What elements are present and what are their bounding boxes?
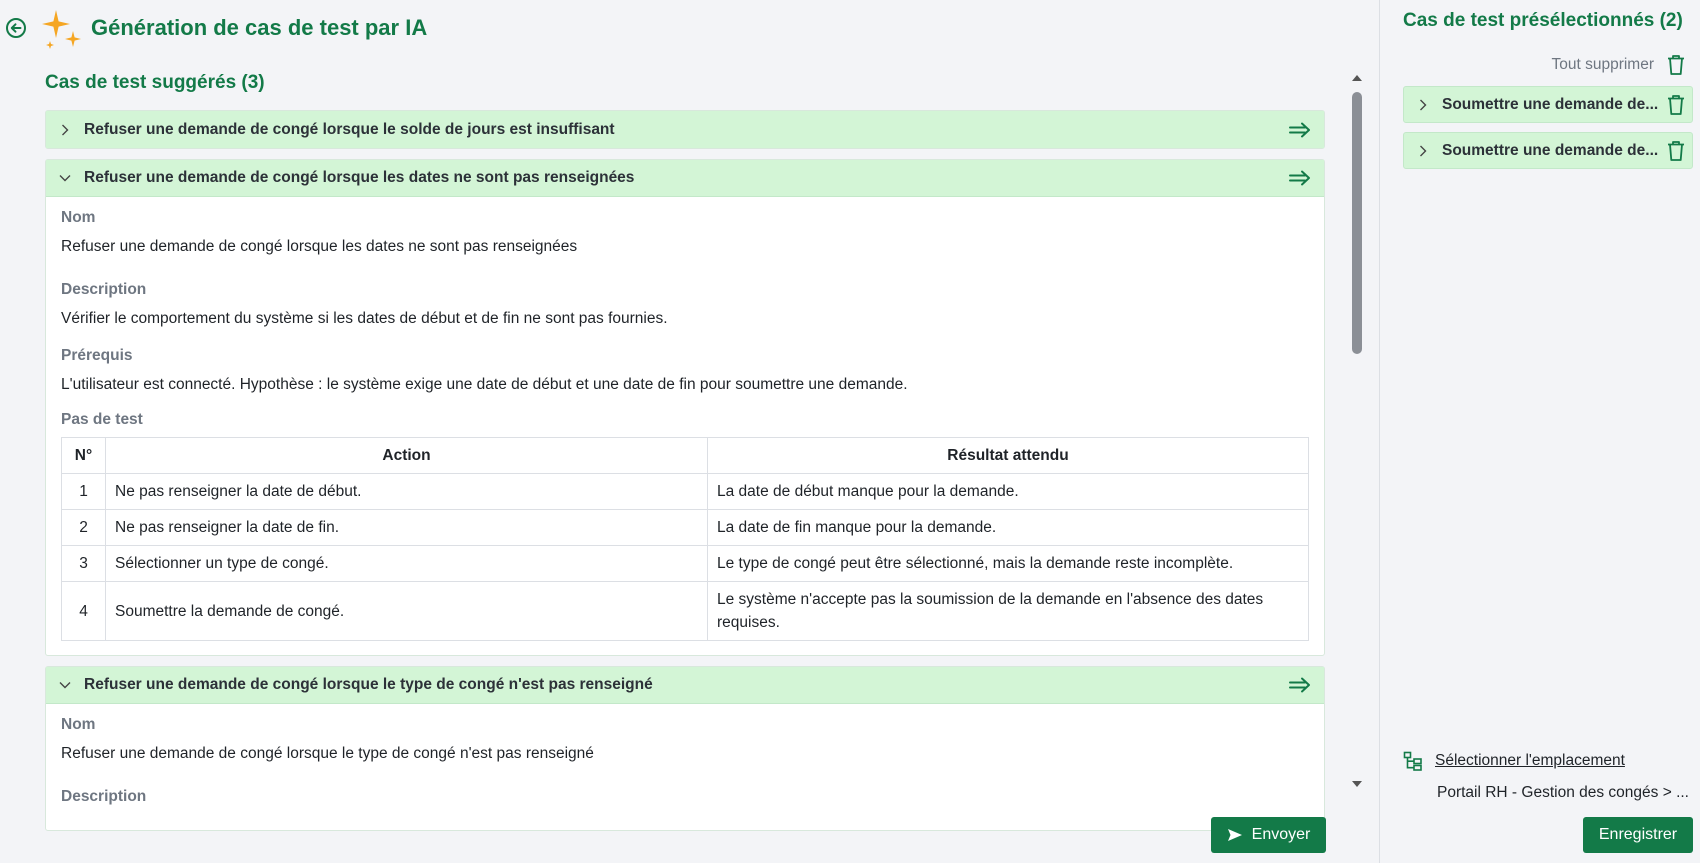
step-expected-result: La date de fin manque pour la demande. (708, 510, 1309, 546)
move-to-preselection-icon[interactable] (1288, 121, 1312, 139)
table-row (62, 546, 1309, 582)
suggested-section-title: Cas de test suggérés (3) (45, 72, 265, 93)
test-case-card-header[interactable] (46, 667, 1324, 704)
preselected-panel (1379, 0, 1700, 863)
send-button[interactable] (1211, 817, 1326, 853)
step-action: Sélectionner un type de congé. (106, 546, 708, 582)
test-case-card (45, 666, 1325, 831)
table-row (62, 582, 1309, 641)
test-case-card (45, 159, 1325, 656)
location-path: Portail RH - Gestion des congés > ... (1437, 784, 1689, 801)
chevron-down-icon[interactable] (58, 678, 72, 692)
back-arrow-icon[interactable] (5, 17, 27, 39)
test-case-details (46, 197, 1324, 655)
test-steps-label: Pas de test (61, 411, 143, 428)
step-action: Ne pas renseigner la date de début. (106, 474, 708, 510)
send-icon (1227, 828, 1243, 842)
preselected-item-title: Soumettre une demande de... (1442, 141, 1659, 159)
step-number: 2 (62, 510, 106, 546)
select-location-link[interactable]: Sélectionner l'emplacement (1435, 752, 1625, 769)
column-header-expected-result: Résultat attendu (708, 438, 1309, 474)
preselected-item[interactable] (1403, 86, 1693, 123)
send-button-label: Envoyer (1251, 826, 1311, 843)
column-header-number: N° (62, 438, 106, 474)
preselected-item-title: Soumettre une demande de... (1442, 95, 1659, 113)
step-number: 4 (62, 582, 106, 641)
test-case-card (45, 110, 1325, 149)
step-action: Ne pas renseigner la date de fin. (106, 510, 708, 546)
table-row (62, 474, 1309, 510)
name-label: Nom (61, 716, 96, 733)
step-expected-result: La date de début manque pour la demande. (708, 474, 1309, 510)
step-action: Soumettre la demande de congé. (106, 582, 708, 641)
table-row (62, 510, 1309, 546)
clear-all-button[interactable] (1551, 54, 1686, 76)
move-to-preselection-icon[interactable] (1288, 676, 1312, 694)
test-case-title: Refuser une demande de congé lorsque le type de congé n'est pas renseigné (84, 676, 653, 693)
description-label: Description (61, 281, 147, 298)
trash-icon[interactable] (1666, 140, 1686, 162)
trash-icon[interactable] (1666, 94, 1686, 116)
save-button[interactable]: Enregistrer (1583, 817, 1693, 853)
page-title: Génération de cas de test par IA (91, 15, 428, 40)
preselected-item[interactable] (1403, 132, 1693, 169)
step-number: 1 (62, 474, 106, 510)
trash-icon[interactable] (1666, 54, 1686, 76)
scroll-down-arrow-icon[interactable] (1351, 778, 1363, 790)
name-value: Refuser une demande de congé lorsque les dates ne sont pas renseignées (61, 238, 578, 255)
test-case-title: Refuser une demande de congé lorsque les dates ne sont pas renseignées (84, 169, 635, 186)
name-label: Nom (61, 209, 96, 226)
chevron-right-icon[interactable] (1416, 144, 1430, 158)
step-expected-result: Le système n'accepte pas la soumission de la demande en l'absence des dates requises. (708, 582, 1309, 641)
description-value: Vérifier le comportement du système si les dates de début et de fin ne sont pas fournies. (61, 310, 668, 327)
clear-all-label: Tout supprimer (1551, 56, 1654, 73)
table-header-row (62, 438, 1309, 474)
description-label: Description (61, 788, 147, 805)
preselected-title: Cas de test présélectionnés (2) (1403, 10, 1683, 31)
location-selector[interactable] (1403, 751, 1625, 771)
test-case-details (46, 704, 1324, 830)
sparkle-icon (42, 8, 82, 48)
step-expected-result: Le type de congé peut être sélectionné, mais la demande reste incomplète. (708, 546, 1309, 582)
test-case-card-header[interactable] (46, 111, 1324, 148)
test-case-title: Refuser une demande de congé lorsque le solde de jours est insuffisant (84, 120, 615, 138)
column-header-action: Action (106, 438, 708, 474)
scroll-up-arrow-icon[interactable] (1351, 72, 1363, 84)
folder-tree-icon (1403, 751, 1423, 771)
list-scrollbar[interactable] (1349, 70, 1365, 792)
chevron-right-icon[interactable] (1416, 98, 1430, 112)
test-steps-table (61, 437, 1309, 641)
chevron-right-icon[interactable] (58, 123, 72, 137)
prerequisites-label: Prérequis (61, 347, 133, 364)
prerequisites-value: L'utilisateur est connecté. Hypothèse : le système exige une date de début et une date de fin pour soumettre une demande. (61, 376, 908, 393)
suggested-cases-list (45, 110, 1325, 805)
chevron-down-icon[interactable] (58, 171, 72, 185)
scroll-thumb[interactable] (1352, 92, 1362, 354)
move-to-preselection-icon[interactable] (1288, 169, 1312, 187)
test-case-card-header[interactable] (46, 160, 1324, 197)
step-number: 3 (62, 546, 106, 582)
name-value: Refuser une demande de congé lorsque le type de congé n'est pas renseigné (61, 745, 594, 762)
